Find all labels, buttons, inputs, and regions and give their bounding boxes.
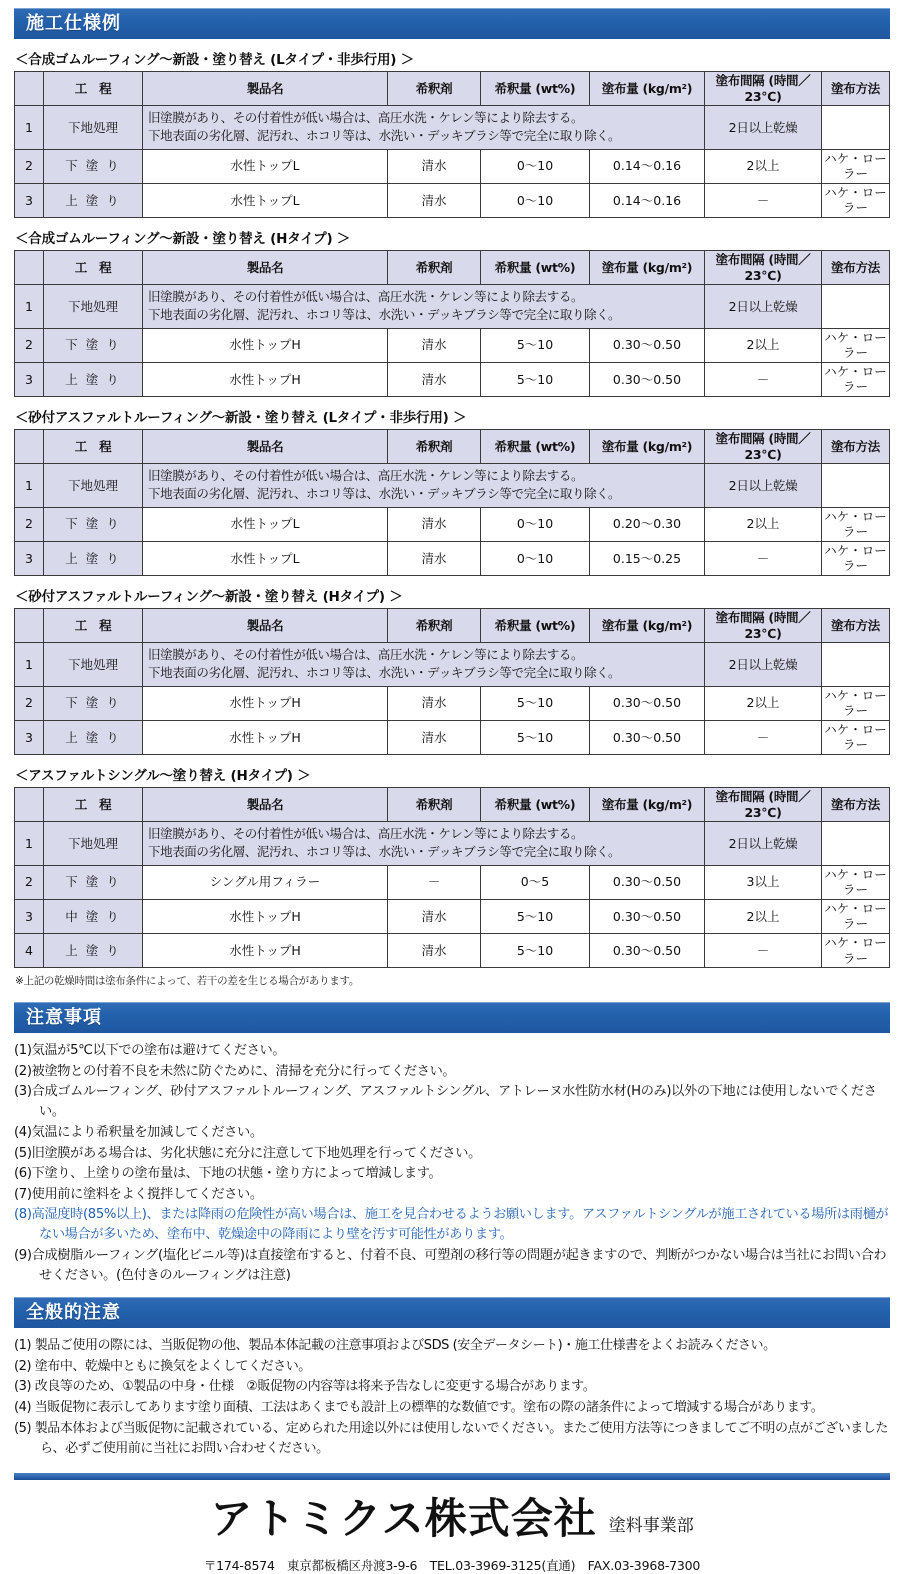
- cell-interval: 2日以上乾燥: [705, 285, 822, 328]
- table-row: [15, 328, 890, 362]
- spec-caption: ＜合成ゴムルーフィング～新設・塗り替え (Hタイプ) ＞: [15, 231, 351, 247]
- cell-interval: 2以上: [705, 328, 822, 362]
- table-header-interval: 塗布間隔 (時間／23℃): [705, 251, 822, 285]
- cell-coverage: 0.30～0.50: [590, 686, 705, 720]
- cell-thinner: 清水: [388, 541, 481, 575]
- cell-thinner: 清水: [388, 686, 481, 720]
- cell-step: 中 塗 り: [44, 899, 143, 933]
- cell-step: 下 塗 り: [44, 149, 143, 183]
- prep-text-line-1: 旧塗膜があり、その付着性が低い場合は、高圧水洗・ケレン等により除去する。: [148, 826, 584, 842]
- cell-step: 上 塗 り: [44, 720, 143, 754]
- prep-text-line-2: 下地表面の劣化層、泥汚れ、ホコリ等は、水洗い・デッキブラシ等で完全に取り除く。: [148, 665, 621, 681]
- cell-thinner: 清水: [388, 149, 481, 183]
- caution-item: (9)合成樹脂ルーフィング(塩化ビニル等)は直接塗布すると、付着不良、可塑剤の移行等の問題が起きますので、判断がつかない場合は当社にお問い合わせください。(色付きのルーフィングは注意): [14, 1247, 887, 1283]
- cell-no: 3: [15, 720, 44, 754]
- cell-dilution: 0～5: [481, 865, 590, 899]
- table-row: [15, 686, 890, 720]
- cell-method: ハケ・ローラー: [822, 934, 890, 968]
- cell-dilution: 0～10: [481, 507, 590, 541]
- cell-no: 1: [15, 822, 44, 865]
- prep-text-line-2: 下地表面の劣化層、泥汚れ、ホコリ等は、水洗い・デッキブラシ等で完全に取り除く。: [148, 307, 621, 323]
- general-note-item: (4) 当販促物に表示してあります塗り面積、工法はあくまでも設計上の標準的な数値です。塗布の際の諸条件によって増減する場合があります。: [14, 1399, 824, 1415]
- cell-interval: －: [705, 362, 822, 396]
- cell-thinner: 清水: [388, 720, 481, 754]
- section-banner-general-label: 全般的注意: [26, 1302, 121, 1323]
- cell-no: 3: [15, 899, 44, 933]
- table-header-interval: 塗布間隔 (時間／23℃): [705, 72, 822, 106]
- cell-coverage: 0.14～0.16: [590, 183, 705, 217]
- cell-prep-text: [143, 285, 705, 328]
- cell-coverage: 0.30～0.50: [590, 865, 705, 899]
- cell-thinner: 清水: [388, 899, 481, 933]
- table-header-dilution: 希釈量 (wt%): [481, 430, 590, 464]
- cell-coverage: 0.20～0.30: [590, 507, 705, 541]
- table-header-product: 製品名: [143, 251, 388, 285]
- cell-interval: －: [705, 183, 822, 217]
- cell-coverage: 0.30～0.50: [590, 899, 705, 933]
- table-header-thinner: 希釈剤: [388, 609, 481, 643]
- table-header-step: 工 程: [44, 251, 143, 285]
- caution-item: (3)合成ゴムルーフィング、砂付アスファルトルーフィング、アスファルトシングル、アトレーヌ水性防水材(Hのみ)以外の下地には使用しないでください。: [14, 1084, 877, 1120]
- table-header-no: [15, 430, 44, 464]
- spec-table: [14, 429, 890, 576]
- general-note-item: (3) 改良等のため、①製品の中身・仕様 ②販促物の内容等は将来予告なしに変更する場合があります。: [14, 1379, 596, 1395]
- table-row: [15, 507, 890, 541]
- table-header-product: 製品名: [143, 72, 388, 106]
- table-header-coverage: 塗布量 (kg/m²): [590, 251, 705, 285]
- table-header-thinner: 希釈剤: [388, 788, 481, 822]
- table-header-coverage: 塗布量 (kg/m²): [590, 609, 705, 643]
- general-note-item: (5) 製品本体および当販促物に記載されている、定められた用途以外には使用しないでください。またご使用方法等につきましてご不明の点がございましたら、必ずご使用前に当社にお問い合わせください。: [14, 1420, 888, 1456]
- spec-caption: ＜合成ゴムルーフィング～新設・塗り替え (Lタイプ・非歩行用) ＞: [15, 52, 415, 68]
- cell-dilution: 5～10: [481, 362, 590, 396]
- general-note-item: (2) 塗布中、乾燥中ともに換気をよくしてください。: [14, 1358, 311, 1374]
- caution-item: (4)気温により希釈量を加減してください。: [14, 1125, 263, 1140]
- cell-prep-text: [143, 464, 705, 507]
- section-banner-general: [14, 1297, 890, 1328]
- cell-step: 下 塗 り: [44, 865, 143, 899]
- table-header-method: 塗布方法: [822, 251, 890, 285]
- cell-interval: －: [705, 934, 822, 968]
- cell-thinner: 清水: [388, 183, 481, 217]
- caution-item: (5)旧塗膜がある場合は、劣化状態に充分に注意して下地処理を行ってください。: [14, 1145, 481, 1161]
- cell-product: 水性トップL: [143, 183, 388, 217]
- prep-text-line-2: 下地表面の劣化層、泥汚れ、ホコリ等は、水洗い・デッキブラシ等で完全に取り除く。: [148, 128, 621, 144]
- cell-product: シングル用フィラー: [143, 865, 388, 899]
- cell-no: 2: [15, 686, 44, 720]
- table-row: [15, 934, 890, 968]
- table-header-interval: 塗布間隔 (時間／23℃): [705, 609, 822, 643]
- cell-no: 2: [15, 149, 44, 183]
- prep-text-line-2: 下地表面の劣化層、泥汚れ、ホコリ等は、水洗い・デッキブラシ等で完全に取り除く。: [148, 486, 621, 502]
- spec-tables-container: [14, 48, 890, 968]
- cell-interval: 3以上: [705, 865, 822, 899]
- cell-product: 水性トップL: [143, 149, 388, 183]
- cell-method: ハケ・ローラー: [822, 149, 890, 183]
- prep-text-line-1: 旧塗膜があり、その付着性が低い場合は、高圧水洗・ケレン等により除去する。: [148, 468, 584, 484]
- table-header-dilution: 希釈量 (wt%): [481, 251, 590, 285]
- cell-product: 水性トップH: [143, 328, 388, 362]
- table-header-interval: 塗布間隔 (時間／23℃): [705, 788, 822, 822]
- general-notes-list: [14, 1336, 890, 1459]
- cell-step: 上 塗 り: [44, 183, 143, 217]
- cell-interval: －: [705, 541, 822, 575]
- table-header-step: 工 程: [44, 788, 143, 822]
- cell-no: 1: [15, 464, 44, 507]
- table-header-coverage: 塗布量 (kg/m²): [590, 430, 705, 464]
- cell-step: 下地処理: [44, 464, 143, 507]
- table-row: [15, 720, 890, 754]
- table-header-product: 製品名: [143, 430, 388, 464]
- cell-dilution: 5～10: [481, 899, 590, 933]
- prep-text-line-1: 旧塗膜があり、その付着性が低い場合は、高圧水洗・ケレン等により除去する。: [148, 289, 584, 305]
- cell-method: ハケ・ローラー: [822, 865, 890, 899]
- cell-no: 1: [15, 643, 44, 686]
- table-header-step: 工 程: [44, 72, 143, 106]
- cell-interval: 2日以上乾燥: [705, 822, 822, 865]
- table-header-no: [15, 251, 44, 285]
- cell-step: 下 塗 り: [44, 507, 143, 541]
- cell-no: 3: [15, 362, 44, 396]
- cell-dilution: 5～10: [481, 934, 590, 968]
- caution-item: (6)下塗り、上塗りの塗布量は、下地の状態・塗り方によって増減します。: [14, 1166, 442, 1182]
- footer-divider: [14, 1473, 890, 1480]
- spec-table: [14, 71, 890, 218]
- section-banner-spec-label: 施工仕様例: [26, 13, 121, 34]
- cell-method: [822, 106, 890, 149]
- cell-method: ハケ・ローラー: [822, 686, 890, 720]
- table-header-method: 塗布方法: [822, 788, 890, 822]
- cell-thinner: 清水: [388, 328, 481, 362]
- cell-prep-text: [143, 822, 705, 865]
- table-header-dilution: 希釈量 (wt%): [481, 609, 590, 643]
- cell-interval: 2以上: [705, 507, 822, 541]
- table-row: [15, 865, 890, 899]
- table-header-no: [15, 609, 44, 643]
- cell-product: 水性トップH: [143, 362, 388, 396]
- cell-step: 下 塗 り: [44, 328, 143, 362]
- cell-step: 上 塗 り: [44, 541, 143, 575]
- cell-no: 3: [15, 183, 44, 217]
- cell-method: ハケ・ローラー: [822, 541, 890, 575]
- cell-step: 上 塗 り: [44, 362, 143, 396]
- cell-step: 下地処理: [44, 643, 143, 686]
- spec-caption: ＜アスファルトシングル～塗り替え (Hタイプ) ＞: [15, 768, 311, 784]
- table-header-thinner: 希釈剤: [388, 251, 481, 285]
- table-row: [15, 106, 890, 149]
- cell-method: ハケ・ローラー: [822, 183, 890, 217]
- cell-thinner: 清水: [388, 934, 481, 968]
- spec-table: [14, 787, 890, 968]
- caution-item: (2)被塗物との付着不良を未然に防ぐために、清掃を充分に行ってください。: [14, 1063, 456, 1079]
- table-row: [15, 822, 890, 865]
- spec-footnote: ※上記の乾燥時間は塗布条件によって、若干の差を生じる場合があります。: [15, 975, 360, 988]
- cell-no: 1: [15, 285, 44, 328]
- table-header-product: 製品名: [143, 788, 388, 822]
- cell-dilution: 5～10: [481, 720, 590, 754]
- cell-method: [822, 643, 890, 686]
- cell-step: 下 塗 り: [44, 686, 143, 720]
- cell-product: 水性トップH: [143, 934, 388, 968]
- cell-interval: 2以上: [705, 686, 822, 720]
- spec-caption: ＜砂付アスファルトルーフィング～新設・塗り替え (Hタイプ) ＞: [15, 589, 403, 605]
- cell-step: 下地処理: [44, 822, 143, 865]
- cell-interval: 2以上: [705, 899, 822, 933]
- caution-item: (1)気温が5℃以下での塗布は避けてください。: [14, 1043, 286, 1059]
- table-row: [15, 149, 890, 183]
- cell-method: ハケ・ローラー: [822, 720, 890, 754]
- cell-method: ハケ・ローラー: [822, 507, 890, 541]
- cell-dilution: 5～10: [481, 328, 590, 362]
- table-header-dilution: 希釈量 (wt%): [481, 788, 590, 822]
- cell-thinner: －: [388, 865, 481, 899]
- company-name: アトミクス株式会社: [210, 1493, 597, 1543]
- table-header-row: [15, 430, 890, 464]
- prep-text-line-2: 下地表面の劣化層、泥汚れ、ホコリ等は、水洗い・デッキブラシ等で完全に取り除く。: [148, 844, 621, 860]
- cell-interval: －: [705, 720, 822, 754]
- caution-list: [14, 1041, 890, 1286]
- cell-dilution: 0～10: [481, 183, 590, 217]
- section-banner-caution-label: 注意事項: [26, 1007, 102, 1029]
- company-division: 塗料事業部: [608, 1515, 694, 1536]
- cell-no: 1: [15, 106, 44, 149]
- table-row: [15, 362, 890, 396]
- table-header-row: [15, 788, 890, 822]
- cell-method: [822, 285, 890, 328]
- section-banner-spec: [14, 8, 890, 39]
- table-header-coverage: 塗布量 (kg/m²): [590, 72, 705, 106]
- cell-product: 水性トップH: [143, 720, 388, 754]
- cell-method: [822, 822, 890, 865]
- table-row: [15, 285, 890, 328]
- cell-no: 2: [15, 328, 44, 362]
- cell-coverage: 0.30～0.50: [590, 720, 705, 754]
- table-header-coverage: 塗布量 (kg/m²): [590, 788, 705, 822]
- cell-method: ハケ・ローラー: [822, 362, 890, 396]
- footer: [14, 1493, 890, 1574]
- cell-method: ハケ・ローラー: [822, 328, 890, 362]
- cell-dilution: 0～10: [481, 149, 590, 183]
- caution-item: (8)高湿度時(85%以上)、または降雨の危険性が高い場合は、施工を見合わせるようお願いします。アスファルトシングルが施工されている場所は雨樋がない場合が多いため、塗布中、乾燥途中の降雨により壁を汚す可能性があります。: [14, 1207, 889, 1243]
- cell-coverage: 0.30～0.50: [590, 362, 705, 396]
- prep-text-line-1: 旧塗膜があり、その付着性が低い場合は、高圧水洗・ケレン等により除去する。: [148, 110, 584, 126]
- cell-product: 水性トップH: [143, 899, 388, 933]
- table-header-no: [15, 788, 44, 822]
- cell-no: 3: [15, 541, 44, 575]
- table-header-row: [15, 72, 890, 106]
- cell-method: [822, 464, 890, 507]
- cell-interval: 2日以上乾燥: [705, 643, 822, 686]
- cell-interval: 2日以上乾燥: [705, 464, 822, 507]
- cell-product: 水性トップL: [143, 541, 388, 575]
- spec-table: [14, 608, 890, 755]
- cell-product: 水性トップL: [143, 507, 388, 541]
- spec-caption: ＜砂付アスファルトルーフィング～新設・塗り替え (Lタイプ・非歩行用) ＞: [15, 410, 467, 426]
- table-header-no: [15, 72, 44, 106]
- cell-no: 2: [15, 865, 44, 899]
- cell-no: 4: [15, 934, 44, 968]
- company-address: 〒174-8574 東京都板橋区舟渡3-9-6 TEL.03-3969-3125(直通) FAX.03-3968-7300: [203, 1557, 701, 1573]
- cell-step: 下地処理: [44, 106, 143, 149]
- cell-interval: 2以上: [705, 149, 822, 183]
- spec-table: [14, 250, 890, 397]
- cell-prep-text: [143, 643, 705, 686]
- table-row: [15, 541, 890, 575]
- cell-thinner: 清水: [388, 507, 481, 541]
- cell-no: 2: [15, 507, 44, 541]
- table-header-step: 工 程: [44, 609, 143, 643]
- table-row: [15, 643, 890, 686]
- cell-coverage: 0.14～0.16: [590, 149, 705, 183]
- table-header-method: 塗布方法: [822, 430, 890, 464]
- table-header-method: 塗布方法: [822, 609, 890, 643]
- general-note-item: (1) 製品ご使用の際には、当販促物の他、製品本体記載の注意事項およびSDS (安全データシート)・施工仕様書をよくお読みください。: [14, 1338, 776, 1353]
- table-header-method: 塗布方法: [822, 72, 890, 106]
- cell-product: 水性トップH: [143, 686, 388, 720]
- table-header-thinner: 希釈剤: [388, 430, 481, 464]
- caution-item: (7)使用前に塗料をよく撹拌してください。: [14, 1186, 263, 1202]
- cell-coverage: 0.30～0.50: [590, 328, 705, 362]
- cell-dilution: 5～10: [481, 686, 590, 720]
- cell-thinner: 清水: [388, 362, 481, 396]
- table-header-thinner: 希釈剤: [388, 72, 481, 106]
- section-banner-caution: [14, 1002, 890, 1033]
- cell-coverage: 0.15～0.25: [590, 541, 705, 575]
- table-header-row: [15, 251, 890, 285]
- cell-coverage: 0.30～0.50: [590, 934, 705, 968]
- table-row: [15, 899, 890, 933]
- table-header-dilution: 希釈量 (wt%): [481, 72, 590, 106]
- table-header-product: 製品名: [143, 609, 388, 643]
- company-row: [14, 1493, 890, 1543]
- cell-interval: 2日以上乾燥: [705, 106, 822, 149]
- table-header-row: [15, 609, 890, 643]
- cell-method: ハケ・ローラー: [822, 899, 890, 933]
- table-row: [15, 464, 890, 507]
- cell-prep-text: [143, 106, 705, 149]
- document-page: [0, 8, 904, 1573]
- table-header-interval: 塗布間隔 (時間／23℃): [705, 430, 822, 464]
- prep-text-line-1: 旧塗膜があり、その付着性が低い場合は、高圧水洗・ケレン等により除去する。: [148, 647, 584, 663]
- table-row: [15, 183, 890, 217]
- table-header-step: 工 程: [44, 430, 143, 464]
- cell-step: 下地処理: [44, 285, 143, 328]
- cell-dilution: 0～10: [481, 541, 590, 575]
- cell-step: 上 塗 り: [44, 934, 143, 968]
